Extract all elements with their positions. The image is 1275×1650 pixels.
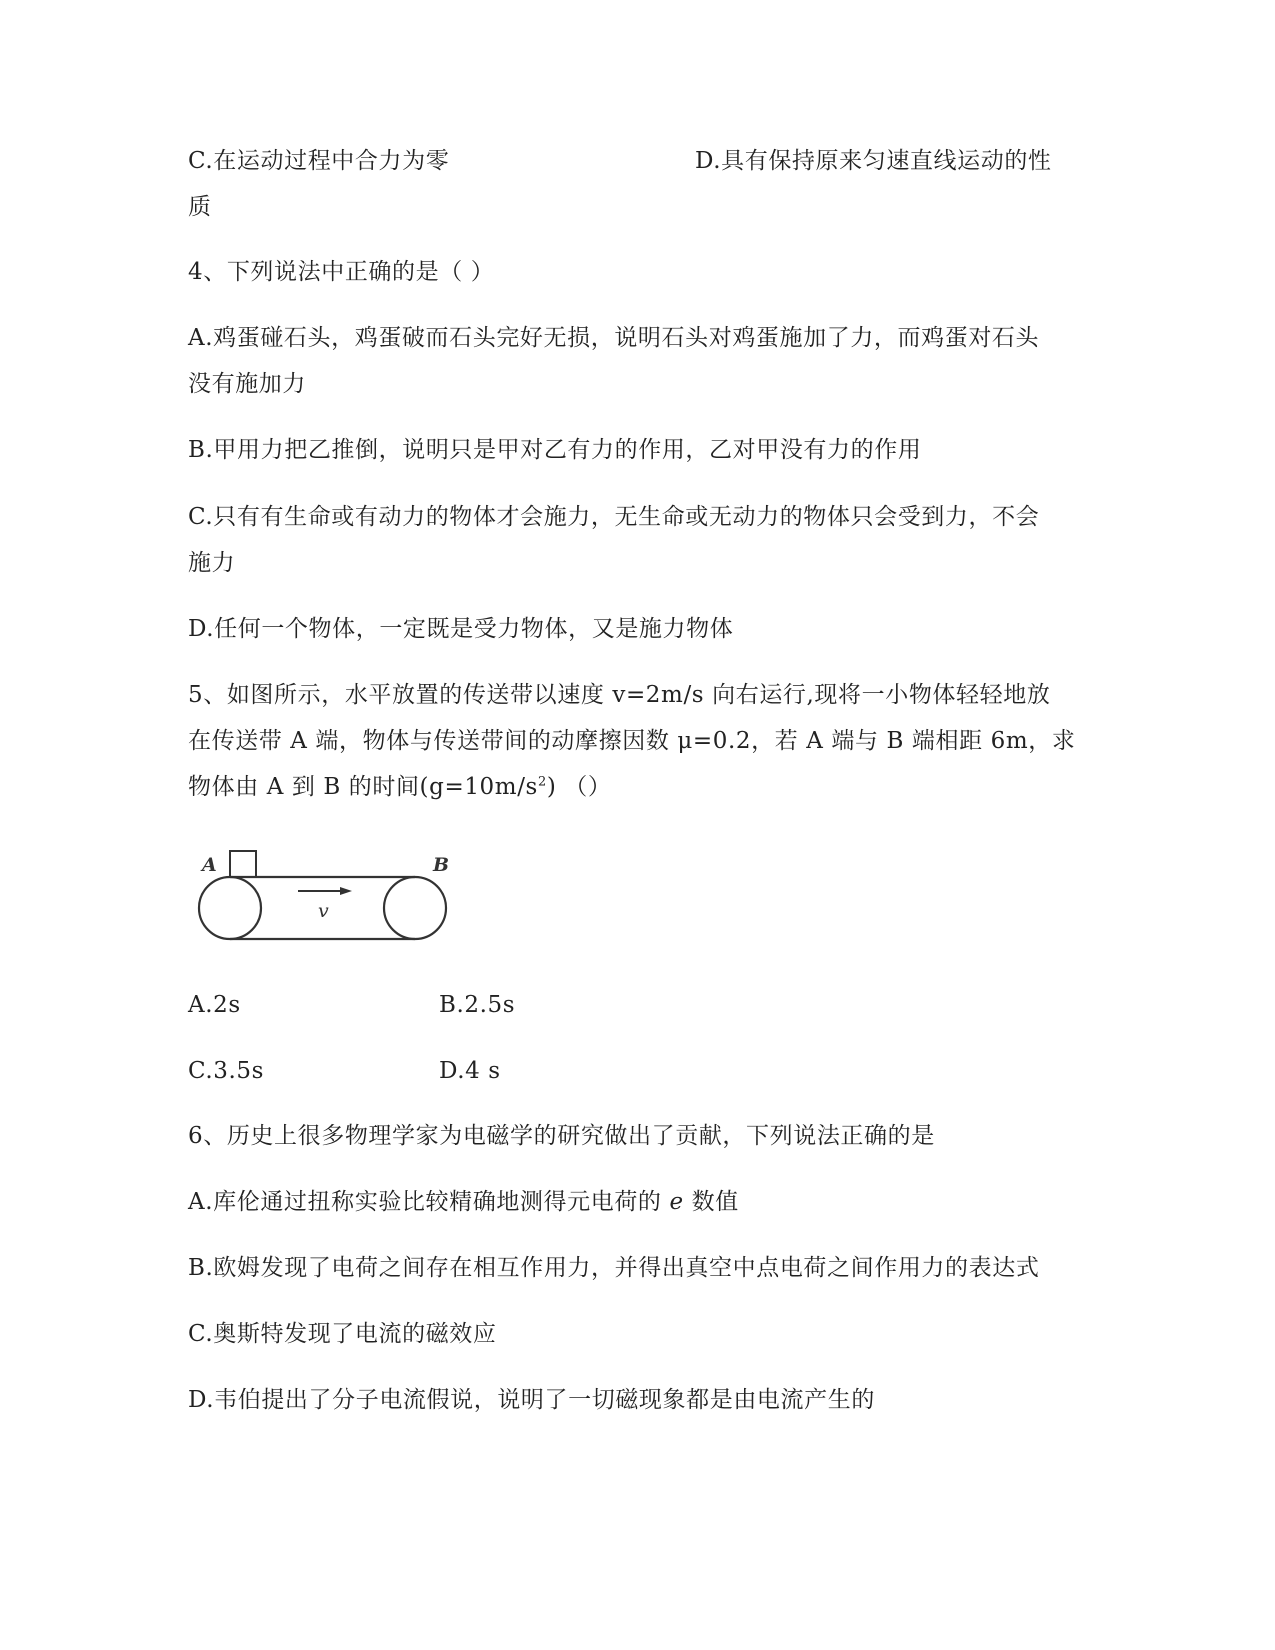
q4-option-b: B.甲用力把乙推倒，说明只是甲对乙有力的作用，乙对甲没有力的作用 bbox=[188, 437, 922, 463]
q6-option-c: C.奥斯特发现了电流的磁效应 bbox=[188, 1321, 497, 1347]
q3-option-c: C.在运动过程中合力为零 bbox=[188, 148, 450, 174]
q3-option-d-continued: 质 bbox=[188, 194, 212, 220]
velocity-arrow-head bbox=[340, 887, 352, 895]
q3-option-d: D.具有保持原来匀速直线运动的性 bbox=[695, 148, 1052, 174]
q5-option-b: B.2.5s bbox=[439, 992, 516, 1018]
q5-option-a: A.2s bbox=[188, 992, 241, 1018]
object-block bbox=[230, 851, 256, 877]
q4-stem: 4、下列说法中正确的是（ ） bbox=[188, 259, 495, 285]
q6-option-a: A.库伦通过扭称实验比较精确地测得元电荷的 e 数值 bbox=[188, 1189, 739, 1215]
q4-option-c-line1: C.只有有生命或有动力的物体才会施力，无生命或无动力的物体只会受到力，不会 bbox=[188, 504, 1040, 530]
q5-option-d: D.4 s bbox=[439, 1058, 501, 1084]
conveyor-belt-figure bbox=[190, 845, 465, 955]
q5-option-c: C.3.5s bbox=[188, 1058, 265, 1084]
label-v: v bbox=[318, 900, 329, 922]
q6-option-b: B.欧姆发现了电荷之间存在相互作用力，并得出真空中点电荷之间作用力的表达式 bbox=[188, 1255, 1040, 1281]
q6-option-d: D.韦伯提出了分子电流假说，说明了一切磁现象都是由电流产生的 bbox=[188, 1387, 875, 1413]
q5-stem-line1: 5、如图所示，水平放置的传送带以速度 v=2m/s 向右运行,现将一小物体轻轻地放 bbox=[188, 682, 1051, 708]
q5-stem-line3: 物体由 A 到 B 的时间$(g=10m/s^2)$ （） bbox=[188, 774, 612, 800]
q5-stem-line2: 在传送带 A 端，物体与传送带间的动摩擦因数 μ=0.2，若 A 端与 B 端相距 6m，求 bbox=[188, 728, 1076, 754]
q4-option-c-line2: 施力 bbox=[188, 550, 236, 576]
q6-stem: 6、历史上很多物理学家为电磁学的研究做出了贡献，下列说法正确的是 bbox=[188, 1123, 935, 1149]
left-pulley bbox=[199, 877, 261, 939]
right-pulley bbox=[384, 877, 446, 939]
label-a: A bbox=[202, 854, 217, 876]
q4-option-a-line2: 没有施加力 bbox=[188, 371, 306, 397]
label-b: B bbox=[433, 854, 450, 876]
q4-option-a-line1: A.鸡蛋碰石头，鸡蛋破而石头完好无损，说明石头对鸡蛋施加了力，而鸡蛋对石头 bbox=[188, 325, 1040, 351]
q4-option-d: D.任何一个物体，一定既是受力物体，又是施力物体 bbox=[188, 616, 734, 642]
